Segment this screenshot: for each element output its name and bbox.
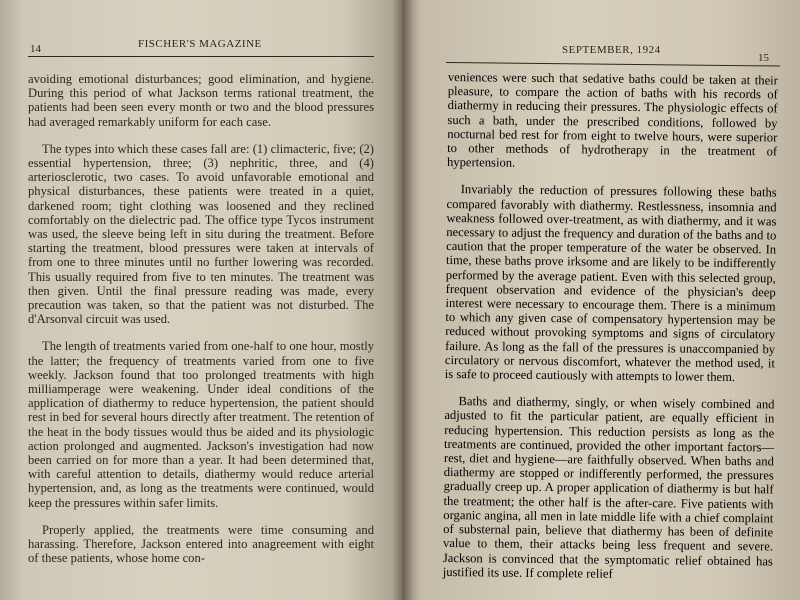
left-text-column [28, 72, 374, 579]
running-head-right: SEPTEMBER, 1924 [562, 44, 661, 56]
paragraph: The length of treatments varied from one-half to one hour, mostly the latter; the frequency of treatments varied from one to five weekly. Jackson found that too prolonged treatments with high milliamperage were weakening. Under ideal conditions of the application of diathermy to reduce hypertension, the patient should rest in bed for several hours directly after treatment. The retention of the heat in the body tissues would thus be aided and its physiologic action prolonged and augmented. Jackson's investigation had now been carried on for more than a year. It had been determined that, with careful attention to details, diathermy would reduce arterial hypertension, and, as long as the treatments were continued, would keep the pressures within safer limits. [28, 339, 374, 510]
page-number-left: 14 [30, 43, 41, 55]
paragraph: avoiding emotional disturbances; good elimination, and hygiene. During this period of what Jackson terms rational treatment, the patients had been seen every month or two and the blood pressures had averaged remarkably uniform for each case. [28, 72, 374, 129]
paragraph: Invariably the reduction of pressures following these baths compared favorably with diathermy. Restlessness, insomnia and weakness followed over-treatment, as with diathermy, and it was necessary to adjust the frequency and duration of the baths and to caution that the proper temperature of the water be observed. In time, these baths prove irksome and are likely to be indifferently performed by the average patient. Even with this selected group, frequent observation and evidence of the physician's deep interest were necessary to encourage them. There is a minimum to which any given case of compensatory hypertension may be reduced without provoking symptoms and signs of circulatory failure. As long as the fall of the pressures is unaccompanied by circulatory or nervous discomfort, whatever the method used, it is safe to proceed cautiously with attempts to lower them. [444, 182, 777, 385]
book-gutter [392, 0, 414, 600]
paragraph: Baths and diathermy, singly, or when wisely combined and adjusted to fit the particular patient, are equally efficient in reducing hypertension. This reduction persists as long as the treatments are continued, provided the other important factors—rest, diet and hygiene—are faithfully observed. When baths and diathermy are stopped or indifferently performed, the pressures gradually creep up. A proper application of diathermy is but half the treatment; the other half is the after-care. Five patients with organic angina, all men in late middle life with a chief complaint of substernal pain, believe that diathermy has been of definite value to them, their attacks being less frequent and severe. Jackson is convinced that the symptomatic relief obtained has justified its use. If complete relief [442, 394, 775, 581]
page-number-right: 15 [758, 52, 769, 64]
right-text-column [443, 70, 778, 595]
paragraph: The types into which these cases fall are: (1) climacteric, five; (2) essential hypertension, three; (3) nephritic, three, and (4) arteriosclerotic, two cases. To avoid unfavorable emotional and physical disturbances, these patients were treated in a quiet, darkened room; tight clothing was loosened and they reclined comfortably on the dielectric pad. The office type Tycos instrument was used, the sleeve being left in situ during the treatment. Before starting the treatment, blood pressures were taken at intervals of from one to three minutes until no further lowering was recorded. This usually required from five to ten minutes. The treatment was then given. Until the final pressure reading was made, every precaution was taken, so that the patient was not disturbed. The d'Arsonval circuit was used. [28, 141, 374, 327]
running-head-left: FISCHER'S MAGAZINE [138, 38, 262, 50]
paragraph: veniences were such that sedative baths could be taken at their pleasure, to compare the action of baths with his records of diathermy in reducing their pressures. The physiologic effects of such a bath, under the prescribed conditions, followed by nocturnal bed rest for from eight to twelve hours, were superior to other methods of hydrotherapy in the treatment of hypertension. [446, 70, 778, 170]
paragraph: Properly applied, the treatments were time consuming and harassing. Therefore, Jackson entered into anagreement with eight of these patients, whose home con- [28, 522, 374, 566]
header-rule-right [446, 62, 780, 66]
header-rule-left [28, 56, 374, 57]
